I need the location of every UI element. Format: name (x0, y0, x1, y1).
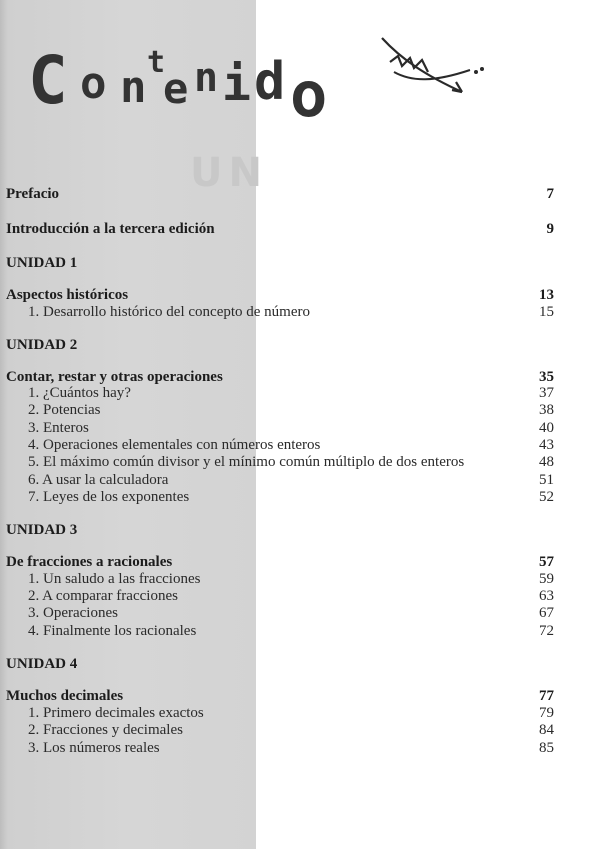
toc-page-number: 35 (539, 369, 554, 385)
title-letter: n (120, 62, 147, 113)
toc-page-number: 84 (539, 722, 554, 738)
toc-item[interactable] (0, 437, 554, 454)
toc-entry-label: 2. Fracciones y decimales (28, 722, 183, 738)
unit-label: UNIDAD 4 (6, 656, 78, 672)
page-title (0, 0, 600, 140)
toc-page-number: 85 (539, 740, 554, 756)
toc-page-number: 43 (539, 437, 554, 453)
unit-heading (0, 337, 554, 354)
toc-page-number: 15 (539, 304, 554, 320)
toc-page-number: 67 (539, 605, 554, 621)
toc-chapter[interactable] (0, 554, 554, 571)
toc-entry-label: Introducción a la tercera edición (6, 221, 215, 237)
toc-chapter[interactable] (0, 287, 554, 304)
toc-entry-label: 4. Finalmente los racionales (28, 623, 197, 639)
toc-page-number: 48 (539, 454, 554, 470)
toc-entry-label: De fracciones a racionales (6, 554, 173, 570)
toc-entry-label: Contar, restar y otras operaciones (6, 369, 223, 385)
arrow-scribble-icon (372, 32, 488, 102)
background-watermark: UN (190, 150, 268, 196)
toc-entry-label: 1. ¿Cuántos hay? (28, 385, 131, 401)
toc-item[interactable] (0, 571, 554, 588)
toc-chapter[interactable] (0, 369, 554, 386)
toc-page-number: 79 (539, 705, 554, 721)
toc-entry-introduccion[interactable] (0, 221, 554, 238)
toc-entry-label: 2. Potencias (28, 402, 101, 418)
toc-item[interactable] (0, 623, 554, 640)
title-letter: o (80, 58, 107, 109)
toc-page-number: 37 (539, 385, 554, 401)
toc-entry-label: 1. Desarrollo histórico del concepto de número (28, 304, 310, 320)
toc-item[interactable] (0, 605, 554, 622)
unit-heading (0, 255, 554, 272)
toc-page-number: 57 (539, 554, 554, 570)
title-letter: d (254, 52, 286, 112)
unit-label: UNIDAD 2 (6, 337, 78, 353)
toc-item[interactable] (0, 588, 554, 605)
toc-item[interactable] (0, 420, 554, 437)
toc-entry-label: 6. A usar la calculadora (28, 472, 169, 488)
toc-entry-label: 3. Operaciones (28, 605, 118, 621)
toc-item[interactable] (0, 304, 554, 321)
toc-page-number: 59 (539, 571, 554, 587)
toc-page-number: 72 (539, 623, 554, 639)
toc-page-number: 40 (539, 420, 554, 436)
toc-entry-label: Prefacio (6, 186, 60, 202)
toc-item[interactable] (0, 385, 554, 402)
toc-entry-label: 1. Primero decimales exactos (28, 705, 204, 721)
toc-chapter[interactable] (0, 688, 554, 705)
toc-page-number: 13 (539, 287, 554, 303)
title-letter: i (222, 56, 251, 112)
toc-entry-label: 5. El máximo común divisor y el mínimo común múltiplo de dos enteros (28, 454, 465, 470)
toc-entry-label: 7. Leyes de los exponentes (28, 489, 190, 505)
toc-item[interactable] (0, 722, 554, 739)
unit-label: UNIDAD 1 (6, 255, 78, 271)
title-letter: n (194, 55, 219, 101)
toc-entry-label: Muchos decimales (6, 688, 124, 704)
toc-page-number: 52 (539, 489, 554, 505)
toc-entry-label: 3. Enteros (28, 420, 89, 436)
toc-page-number: 38 (539, 402, 554, 418)
unit-label: UNIDAD 3 (6, 522, 78, 538)
title-letter: o (290, 58, 328, 131)
toc-entry-label: 1. Un saludo a las fracciones (28, 571, 201, 587)
toc-item[interactable] (0, 402, 554, 419)
toc-item[interactable] (0, 454, 554, 471)
toc-page-number: 63 (539, 588, 554, 604)
toc-item[interactable] (0, 705, 554, 722)
toc-page-number: 77 (539, 688, 554, 704)
toc-entry-label: 4. Operaciones elementales con números enteros (28, 437, 321, 453)
unit-heading (0, 656, 554, 673)
toc-item[interactable] (0, 740, 554, 757)
toc-entry-prefacio[interactable] (0, 186, 554, 203)
toc-item[interactable] (0, 472, 554, 489)
title-letter: C (28, 42, 68, 119)
toc-page-number: 51 (539, 472, 554, 488)
unit-heading (0, 522, 554, 539)
toc-page-number: 9 (546, 221, 554, 237)
toc-entry-label: 3. Los números reales (28, 740, 160, 756)
toc-entry-label: Aspectos históricos (6, 287, 129, 303)
toc-item[interactable] (0, 489, 554, 506)
toc-page-number: 7 (546, 186, 554, 202)
title-letter: e (163, 64, 189, 113)
toc-entry-label: 2. A comparar fracciones (28, 588, 178, 604)
title-letter: t (147, 45, 166, 80)
